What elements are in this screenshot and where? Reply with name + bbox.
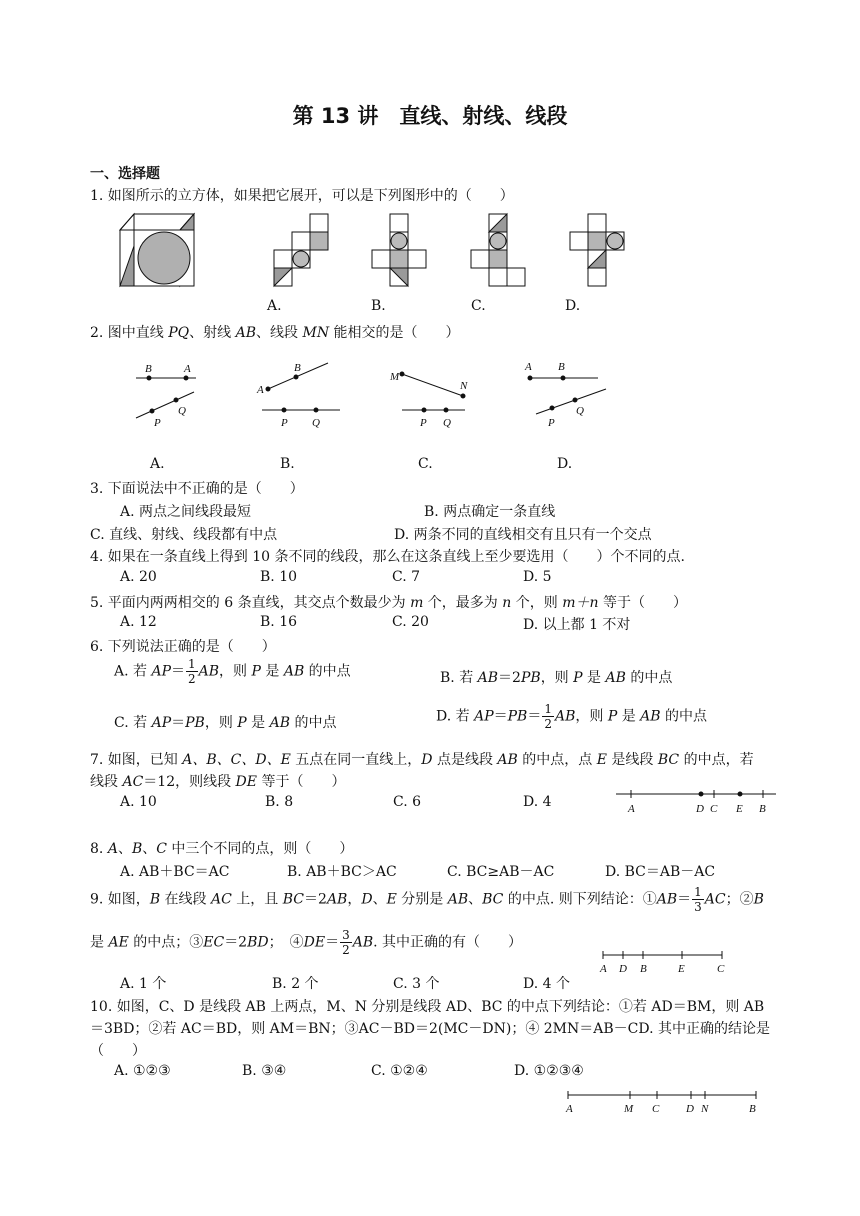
q6-option-a[interactable]: A. 若 AP＝ $\frac{1}{2}$ AB，则 P 是 AB 的中点 <box>114 657 351 686</box>
question-10-line-2: ＝3BD；②若 AC＝BD，则 AM＝BN；③AC－BD＝2(MC－DN)；④ 2MN＝AB－CD. 其中正确的结论是 <box>90 1021 771 1037</box>
question-8-text: 8. A、B、C 中三个不同的点，则（ ） <box>90 841 354 857</box>
svg-text:D: D <box>696 803 704 815</box>
q7-option-a[interactable]: A. 10 <box>120 794 157 810</box>
svg-text:A: A <box>184 363 191 375</box>
q5-option-c[interactable]: C. 20 <box>392 614 429 630</box>
q3-option-b[interactable]: B. 两点确定一条直线 <box>424 504 556 520</box>
svg-text:Q: Q <box>178 405 186 417</box>
svg-text:Q: Q <box>443 417 451 429</box>
svg-text:P: P <box>154 417 161 429</box>
fraction-one-third: $\frac{1}{3}$ <box>694 885 702 914</box>
net-option-c <box>471 214 525 286</box>
question-10-line-1: 10. 如图，C、D 是线段 AB 上两点，M、N 分别是线段 AD、BC 的中点下列结论：①若 AD＝BM，则 AB <box>90 999 765 1015</box>
svg-text:D: D <box>686 1103 694 1115</box>
q2-option-a[interactable]: A. <box>150 456 165 472</box>
q6-option-c[interactable]: C. 若 AP＝PB，则 P 是 AB 的中点 <box>114 715 337 731</box>
cube-figure <box>120 214 194 286</box>
q1-figures <box>0 205 860 300</box>
question-9-line-1: 9. 如图，B 在线段 AC 上，且 BC＝2AB，D、E 分别是 AB、BC 的中点. 则下列结论：①AB＝ $\frac{1}{3}$ AC；②B <box>90 885 764 914</box>
svg-text:Q: Q <box>576 405 584 417</box>
svg-text:E: E <box>678 963 685 975</box>
svg-text:B: B <box>558 361 565 373</box>
svg-text:C: C <box>717 963 725 975</box>
svg-text:B: B <box>749 1103 756 1115</box>
q8-option-d[interactable]: D. BC＝AB－AC <box>605 864 716 880</box>
svg-text:P: P <box>548 417 555 429</box>
question-10-line-3: （ ） <box>90 1043 146 1059</box>
q5-option-d[interactable]: D. 以上都 1 不对 <box>523 617 631 633</box>
q1-option-b[interactable]: B. <box>371 298 386 314</box>
svg-text:A: A <box>566 1103 573 1115</box>
section-heading: 一、选择题 <box>90 166 160 182</box>
question-5-text: 5. 平面内两两相交的 6 条直线，其交点个数最少为 m 个，最多为 n 个，则 m＋n 等于（ ） <box>90 595 687 611</box>
fraction-one-half: $\frac{1}{2}$ <box>544 702 552 731</box>
svg-text:B: B <box>294 362 301 374</box>
svg-text:A: A <box>600 963 607 975</box>
q9-figure <box>595 945 735 979</box>
svg-text:B: B <box>759 803 766 815</box>
q7-figure <box>600 780 790 820</box>
q3-option-d[interactable]: D. 两条不同的直线相交有且只有一个交点 <box>394 527 652 543</box>
q6-option-b[interactable]: B. 若 AB＝2PB，则 P 是 AB 的中点 <box>440 670 673 686</box>
question-7-line-2: 线段 AC＝12，则线段 DE 等于（ ） <box>90 774 346 790</box>
q10-option-a[interactable]: A. ①②③ <box>114 1063 171 1079</box>
svg-text:M: M <box>390 371 400 383</box>
q10-option-c[interactable]: C. ①②④ <box>371 1063 428 1079</box>
svg-text:P: P <box>281 417 288 429</box>
net-option-b <box>372 214 426 286</box>
q2-option-b[interactable]: B. <box>280 456 295 472</box>
svg-text:N: N <box>701 1103 709 1115</box>
svg-text:A: A <box>257 384 264 396</box>
q10-option-b[interactable]: B. ③④ <box>242 1063 287 1079</box>
question-1-text: 1. 如图所示的立方体，如果把它展开，可以是下列图形中的（ ） <box>90 188 514 204</box>
svg-text:P: P <box>420 417 427 429</box>
question-4-text: 4. 如果在一条直线上得到 10 条不同的线段，那么在这条直线上至少要选用（ ）个不同的点. <box>90 549 685 565</box>
svg-text:Q: Q <box>312 417 320 429</box>
q8-option-c[interactable]: C. BC≥AB－AC <box>447 864 555 880</box>
svg-text:C: C <box>710 803 718 815</box>
q2-figures <box>0 355 860 430</box>
q3-option-a[interactable]: A. 两点之间线段最短 <box>120 504 252 520</box>
q8-option-b[interactable]: B. AB＋BC＞AC <box>287 864 397 880</box>
q4-option-d[interactable]: D. 5 <box>523 569 552 585</box>
page-title: 第 13 讲 直线、射线、线段 <box>292 104 568 128</box>
q8-option-a[interactable]: A. AB＋BC＝AC <box>120 864 230 880</box>
question-9-line-2: 是 AE 的中点；③EC＝2BD； ④DE＝ $\frac{3}{2}$ AB. 其中正确的有（ ） <box>90 928 523 957</box>
q4-option-c[interactable]: C. 7 <box>392 569 421 585</box>
question-3-text: 3. 下面说法中不正确的是（ ） <box>90 481 304 497</box>
svg-text:N: N <box>460 380 468 392</box>
q10-option-d[interactable]: D. ①②③④ <box>514 1063 584 1079</box>
fraction-one-half: $\frac{1}{2}$ <box>188 657 196 686</box>
q9-option-c[interactable]: C. 3 个 <box>393 976 440 992</box>
q9-option-d[interactable]: D. 4 个 <box>523 976 570 992</box>
q9-option-b[interactable]: B. 2 个 <box>272 976 319 992</box>
fraction-three-halves: $\frac{3}{2}$ <box>342 928 350 957</box>
net-option-a <box>274 214 328 286</box>
q2-option-c[interactable]: C. <box>418 456 433 472</box>
q3-option-c[interactable]: C. 直线、射线、线段都有中点 <box>90 527 278 543</box>
q4-option-b[interactable]: B. 10 <box>260 569 298 585</box>
svg-text:A: A <box>525 361 532 373</box>
svg-text:D: D <box>619 963 627 975</box>
q5-option-b[interactable]: B. 16 <box>260 614 298 630</box>
q9-option-a[interactable]: A. 1 个 <box>120 976 167 992</box>
q7-option-c[interactable]: C. 6 <box>393 794 422 810</box>
svg-text:C: C <box>652 1103 660 1115</box>
q1-option-c[interactable]: C. <box>471 298 486 314</box>
net-option-d <box>570 214 624 286</box>
q4-option-a[interactable]: A. 20 <box>120 569 157 585</box>
q7-option-d[interactable]: D. 4 <box>523 794 552 810</box>
q6-option-d[interactable]: D. 若 AP＝PB＝ $\frac{1}{2}$ AB，则 P 是 AB 的中点 <box>436 702 708 731</box>
q1-option-d[interactable]: D. <box>565 298 581 314</box>
svg-text:B: B <box>145 363 152 375</box>
q5-option-a[interactable]: A. 12 <box>120 614 157 630</box>
svg-text:M: M <box>624 1103 634 1115</box>
question-2-text: 2. 图中直线 PQ、射线 AB、线段 MN 能相交的是（ ） <box>90 325 460 341</box>
svg-text:B: B <box>640 963 647 975</box>
q10-figure <box>560 1085 770 1119</box>
q1-option-a[interactable]: A. <box>267 298 282 314</box>
question-7-line-1: 7. 如图，已知 A、B、C、D、E 五点在同一直线上，D 点是线段 AB 的中点，点 E 是线段 BC 的中点，若 <box>90 752 754 768</box>
svg-text:A: A <box>628 803 635 815</box>
q2-option-d[interactable]: D. <box>557 456 573 472</box>
q7-option-b[interactable]: B. 8 <box>265 794 294 810</box>
question-6-text: 6. 下列说法正确的是（ ） <box>90 639 276 655</box>
svg-text:E: E <box>736 803 743 815</box>
